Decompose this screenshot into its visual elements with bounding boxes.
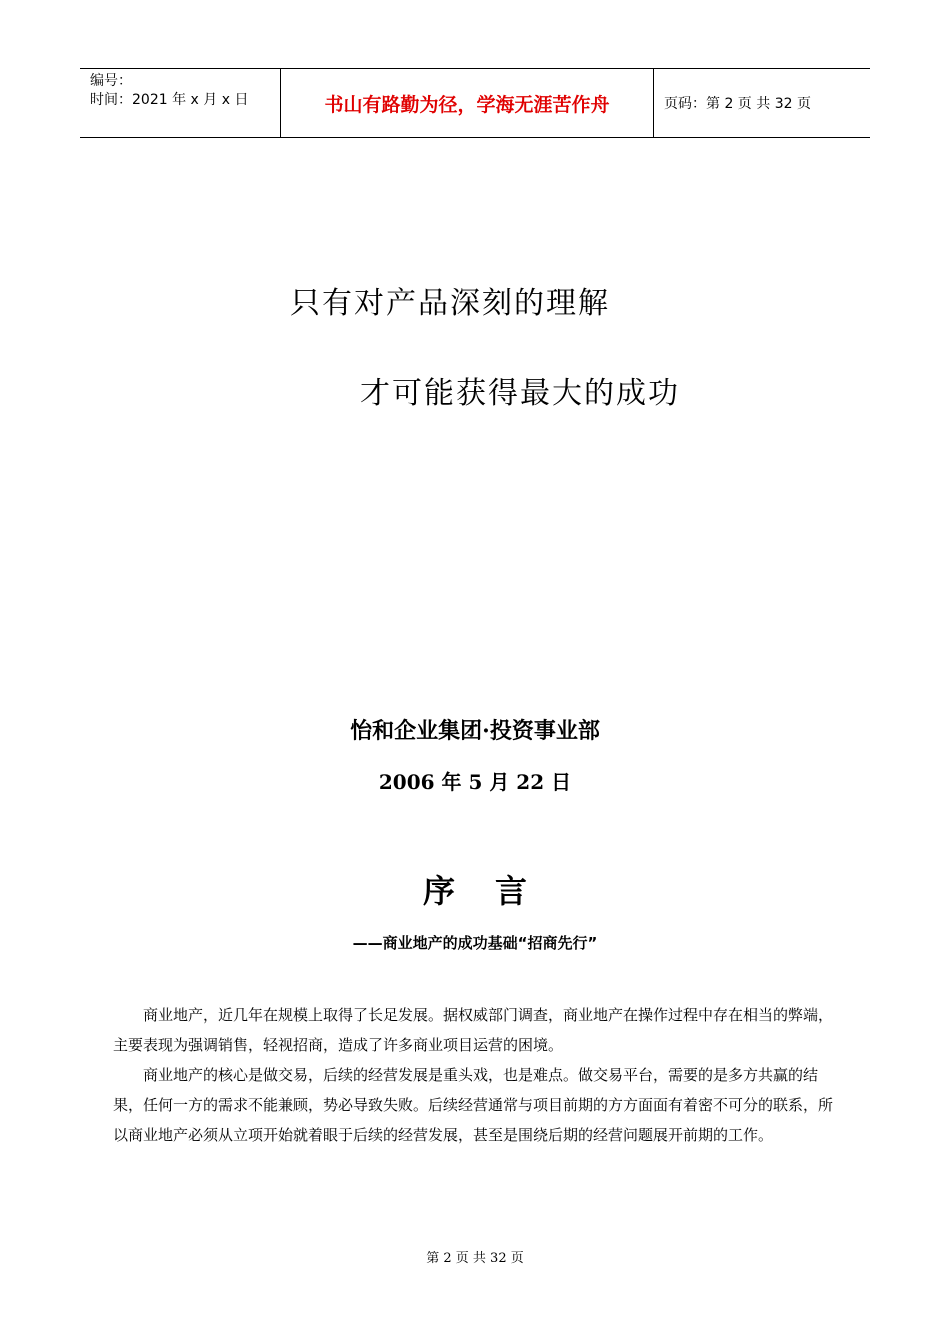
preface-subtitle: ——商业地产的成功基础“招商先行”	[352, 934, 598, 952]
page-header	[80, 68, 870, 138]
header-meta	[80, 69, 281, 137]
preface-title: 序言	[422, 872, 567, 910]
organization-name: 怡和企业集团·投资事业部	[350, 718, 600, 744]
paragraph: 商业地产的核心是做交易，后续的经营发展是重头戏，也是难点。做交易平台，需要的是多方共赢的结果，任何一方的需求不能兼顾，势必导致失败。后续经营通常与项目前期的方方面面有着密不可分的联系，所以商业地产必须从立项开始就着眼于后续的经营发展，甚至是围绕后期的经营问题展开前期的工作。	[113, 1066, 834, 1144]
time-label: 时间：2021 年 x 月 x 日	[90, 92, 249, 108]
motto-line-2: 才可能获得最大的成功	[360, 376, 680, 411]
header-motto: 书山有路勤为径，学海无涯苦作舟	[281, 69, 654, 137]
body-text	[113, 1000, 838, 1150]
motto-line-1: 只有对产品深刻的理解	[290, 286, 610, 321]
page-footer: 第 2 页 共 32 页	[426, 1251, 524, 1266]
document-date: 2006 年 5 月 22 日	[378, 770, 572, 794]
header-page-label: 页码：第 2 页 共 32 页	[664, 96, 811, 112]
paragraph: 商业地产，近几年在规模上取得了长足发展。据权威部门调查，商业地产在操作过程中存在相当的弊端，主要表现为强调销售，轻视招商，造成了许多商业项目运营的困境。	[113, 1006, 834, 1054]
number-label: 编号：	[90, 73, 132, 89]
